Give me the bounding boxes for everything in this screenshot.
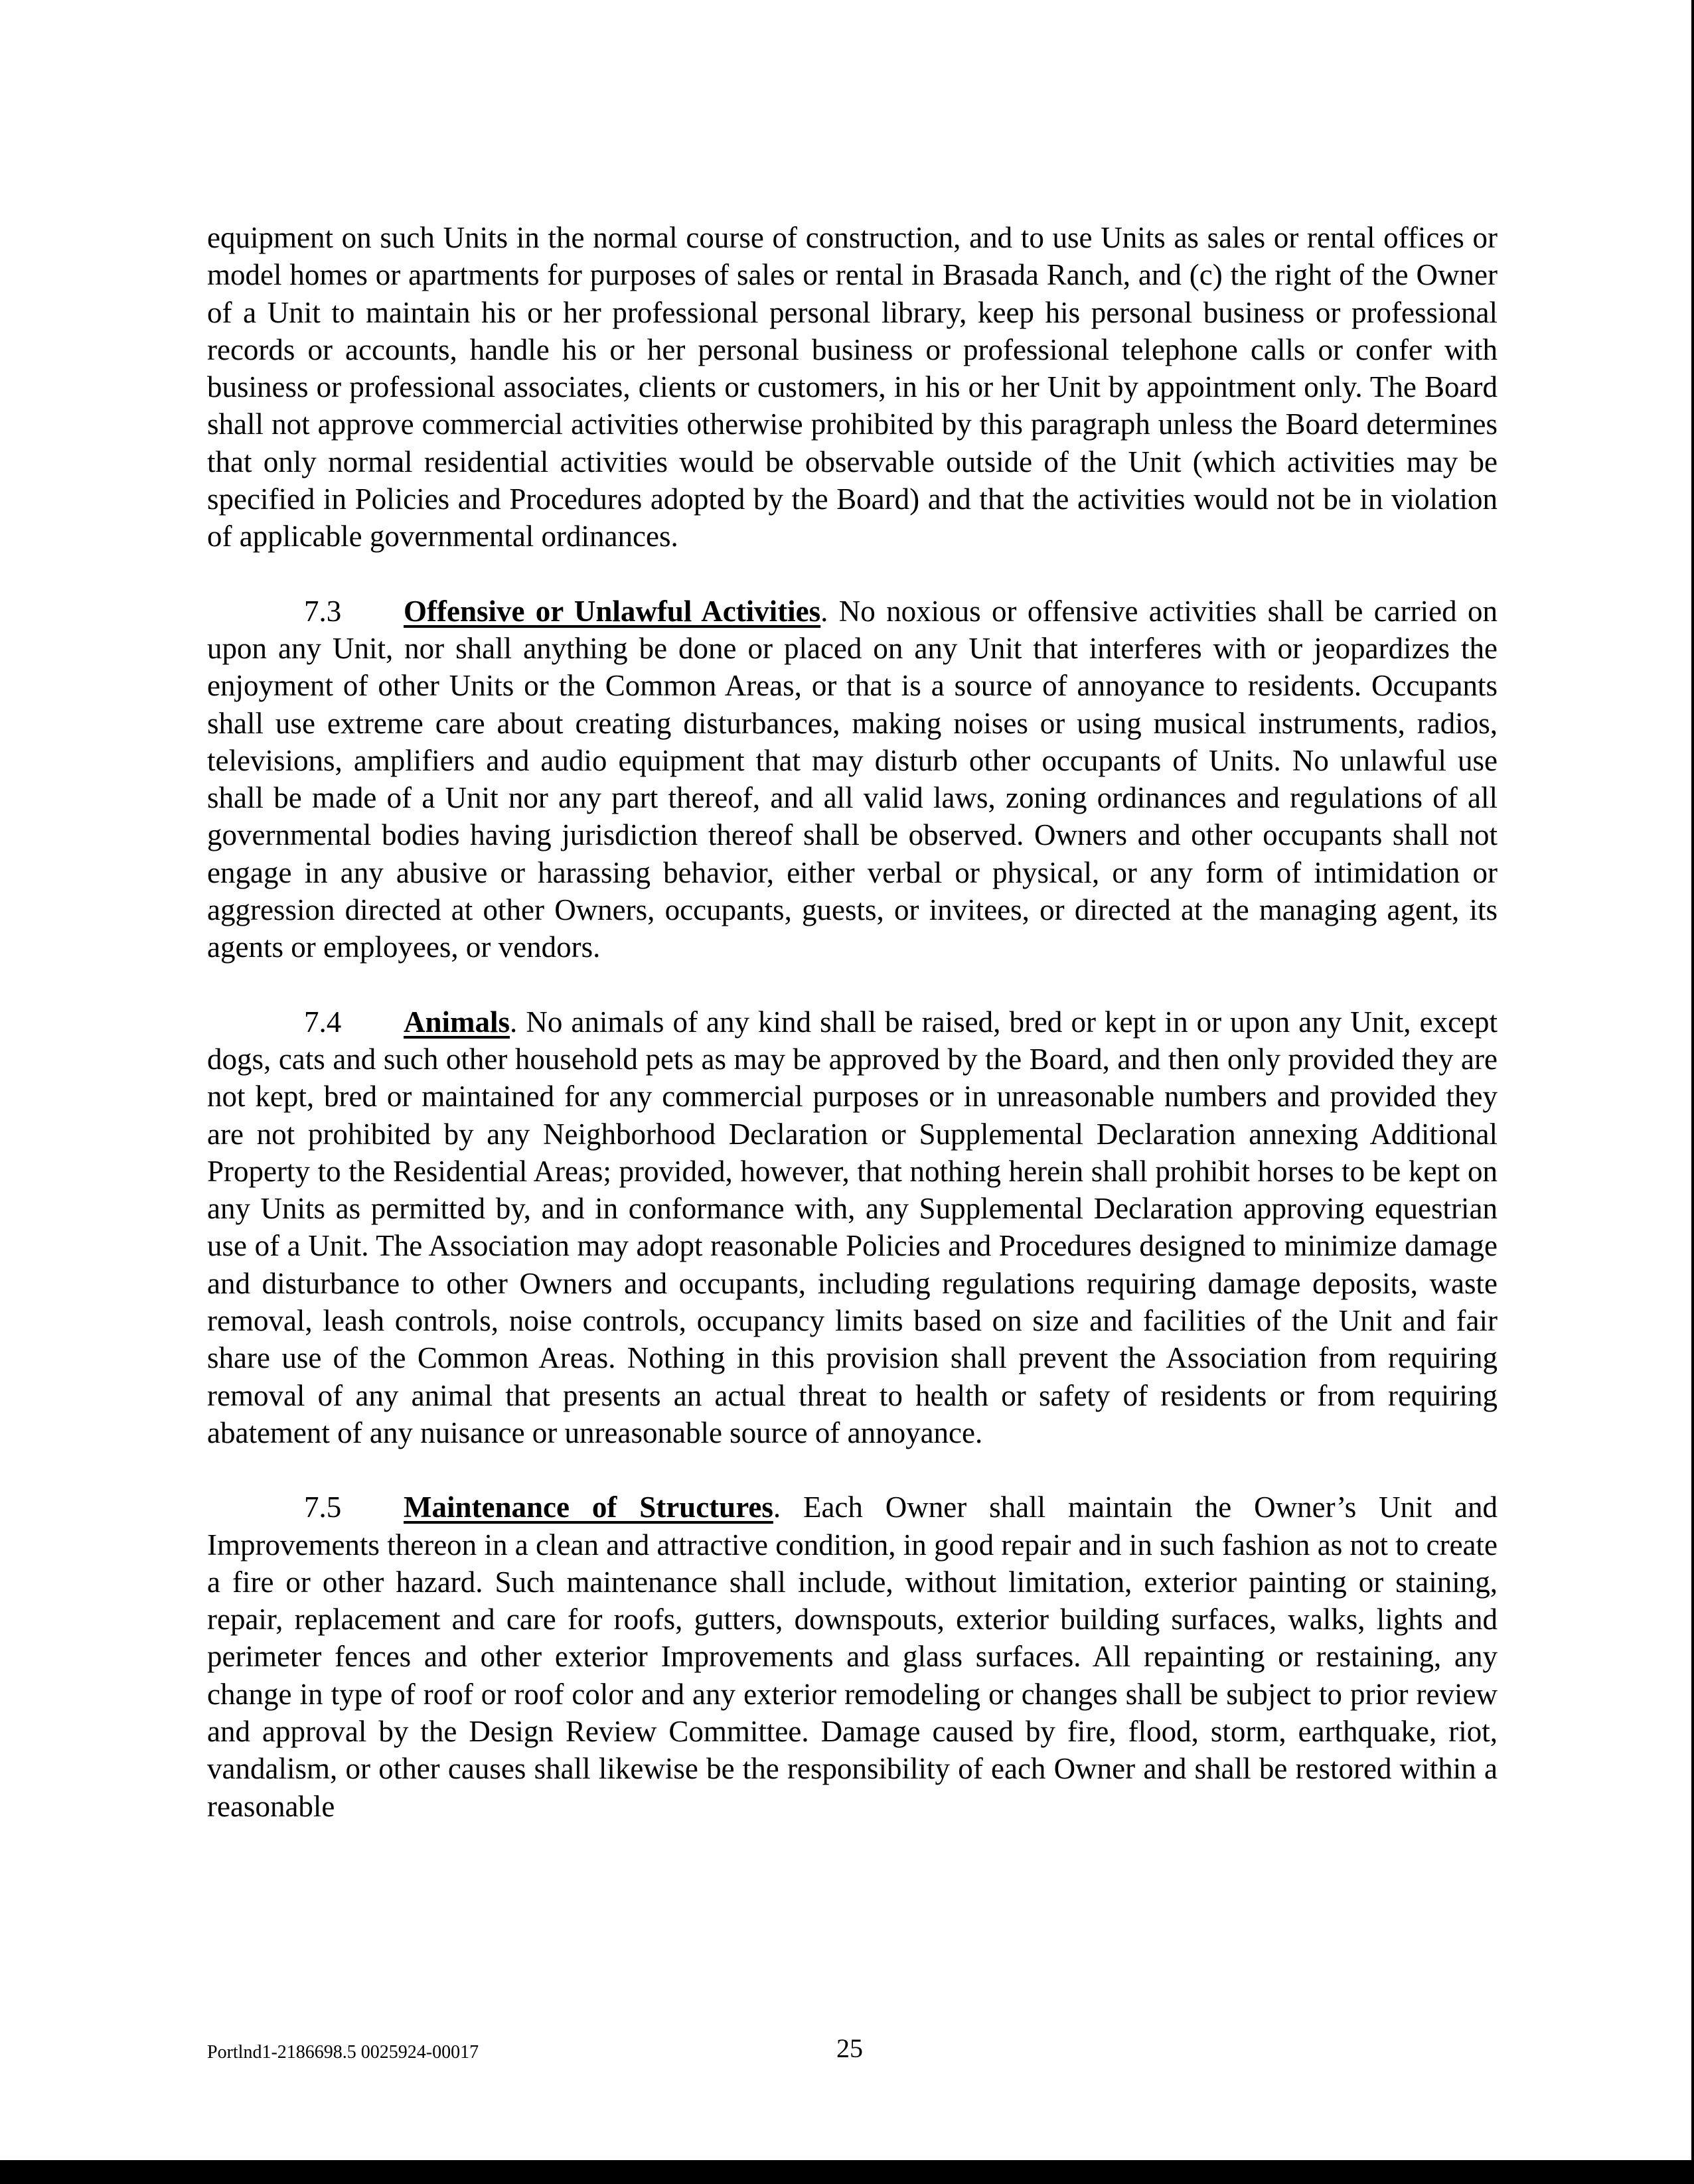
footer-document-id: Portlnd1-2186698.5 0025924-00017 [207, 2042, 479, 2063]
section-text: Each Owner shall maintain the Owner’s Unit and Improvements thereon in a clean and attractive condition, in good repair and in such fashion as not to create a fire or other hazard. Such maintenance shall include, without limitation, exterior painting or staining, repair, replacement and care for roofs, gutters, downspouts, exterior building surfaces, walks, lights and perimeter fences and other exterior Improvements and glass surfaces. All repainting or restaining, any change in type of roof or roof color and any exterior remodeling or changes shall be subject to prior review and approval by the Design Review Committee. Damage caused by fire, flood, storm, earthquake, riot, vandalism, or other causes shall likewise be the responsibility of each Owner and shall be restored within a reasonable [207, 1491, 1498, 1823]
section-number: 7.3 [304, 594, 342, 628]
section-7-4: 7.4 Animals. No animals of any kind shall be raised, bred or kept in or upon any Unit, except dogs, cats and such other household pets as may be approved by the Board, and then only provided they are not kept, bred or maintained for any commercial purposes or in unreasonable numbers and provided they are not prohibited by any Neighborhood Declaration or Supplemental Declaration annexing Additional Property to the Residential Areas; provided, however, that nothing herein shall prohibit horses to be kept on any Units as permitted by, and in conformance with, any Supplemental Declaration approving equestrian use of a Unit. The Association may adopt reasonable Policies and Procedures designed to minimize damage and disturbance to other Owners and occupants, including regulations requiring damage deposits, waste removal, leash controls, noise controls, occupancy limits based on size and facilities of the Unit and fair share use of the Common Areas. Nothing in this provision shall prevent the Association from requiring removal of any animal that presents an actual threat to health or safety of residents or from requiring abatement of any nuisance or unreasonable source of annoyance. [207, 1003, 1498, 1452]
section-7-3: 7.3 Offensive or Unlawful Activities. No noxious or offensive activities shall be carried on upon any Unit, nor shall anything be done or placed on any Unit that interferes with or jeopardizes the enjoyment of other Units or the Common Areas, or that is a source of annoyance to residents. Occupants shall use extreme care about creating disturbances, making noises or using musical instruments, radios, televisions, amplifiers and audio equipment that may disturb other occupants of Units. No unlawful use shall be made of a Unit nor any part thereof, and all valid laws, zoning ordinances and regulations of all governmental bodies having jurisdiction thereof shall be observed. Owners and other occupants shall not engage in any abusive or harassing behavior, either verbal or physical, or any form of intimidation or aggression directed at other Owners, occupants, guests, or invitees, or directed at the managing agent, its agents or employees, or vendors. [207, 593, 1498, 966]
section-7-5: 7.5 Maintenance of Structures. Each Owner shall maintain the Owner’s Unit and Improvements thereon in a clean and attractive condition, in good repair and in such fashion as not to create a fire or other hazard. Such maintenance shall include, without limitation, exterior painting or staining, repair, replacement and care for roofs, gutters, downspouts, exterior building surfaces, walks, lights and perimeter fences and other exterior Improvements and glass surfaces. All repainting or restaining, any change in type of roof or roof color and any exterior remodeling or changes shall be subject to prior review and approval by the Design Review Committee. Damage caused by fire, flood, storm, earthquake, riot, vandalism, or other causes shall likewise be the responsibility of each Owner and shall be restored within a reasonable [207, 1489, 1498, 1825]
scan-edge-bottom [0, 2160, 1694, 2184]
scan-edge-right [1691, 0, 1694, 2184]
intro-paragraph: equipment on such Units in the normal course of construction, and to use Units as sales or rental offices or model homes or apartments for purposes of sales or rental in Brasada Ranch, and (c) the right of the Owner of a Unit to maintain his or her professional personal library, keep his personal business or professional records or accounts, handle his or her personal business or professional telephone calls or confer with business or professional associates, clients or customers, in his or her Unit by appointment only. The Board shall not approve commercial activities otherwise prohibited by this paragraph unless the Board determines that only normal residential activities would be observable outside of the Unit (which activities may be specified in Policies and Procedures adopted by the Board) and that the activities would not be in violation of applicable governmental ordinances. [207, 221, 1498, 553]
section-text: No noxious or offensive activities shall be carried on upon any Unit, nor shall anything be done or placed on any Unit that interferes with or jeopardizes the enjoyment of other Units or the Common Areas, or that is a source of annoyance to residents. Occupants shall use extreme care about creating disturbances, making noises or using musical instruments, radios, televisions, amplifiers and audio equipment that may disturb other occupants of Units. No unlawful use shall be made of a Unit nor any part thereof, and all valid laws, zoning ordinances and regulations of all governmental bodies having jurisdiction thereof shall be observed. Owners and other occupants shall not engage in any abusive or harassing behavior, either verbal or physical, or any form of intimidation or aggression directed at other Owners, occupants, guests, or invitees, or directed at the managing agent, its agents or employees, or vendors. [207, 594, 1498, 964]
section-number: 7.5 [304, 1491, 342, 1524]
document-body [207, 219, 1498, 1825]
section-heading: Animals [404, 1005, 510, 1039]
footer-page-number: 25 [836, 2033, 863, 2063]
section-heading: Offensive or Unlawful Activities [404, 594, 821, 628]
section-number: 7.4 [304, 1005, 342, 1039]
section-text: No animals of any kind shall be raised, bred or kept in or upon any Unit, except dogs, cats and such other household pets as may be approved by the Board, and then only provided they are not kept, bred or maintained for any commercial purposes or in unreasonable numbers and provided they are not prohibited by any Neighborhood Declaration or Supplemental Declaration annexing Additional Property to the Residential Areas; provided, however, that nothing herein shall prohibit horses to be kept on any Units as permitted by, and in conformance with, any Supplemental Declaration approving equestrian use of a Unit. The Association may adopt reasonable Policies and Procedures designed to minimize damage and disturbance to other Owners and occupants, including regulations requiring damage deposits, waste removal, leash controls, noise controls, occupancy limits based on size and facilities of the Unit and fair share use of the Common Areas. Nothing in this provision shall prevent the Association from requiring removal of any animal that presents an actual threat to health or safety of residents or from requiring abatement of any nuisance or unreasonable source of annoyance. [207, 1005, 1498, 1449]
section-heading: Maintenance of Structures [404, 1491, 773, 1524]
